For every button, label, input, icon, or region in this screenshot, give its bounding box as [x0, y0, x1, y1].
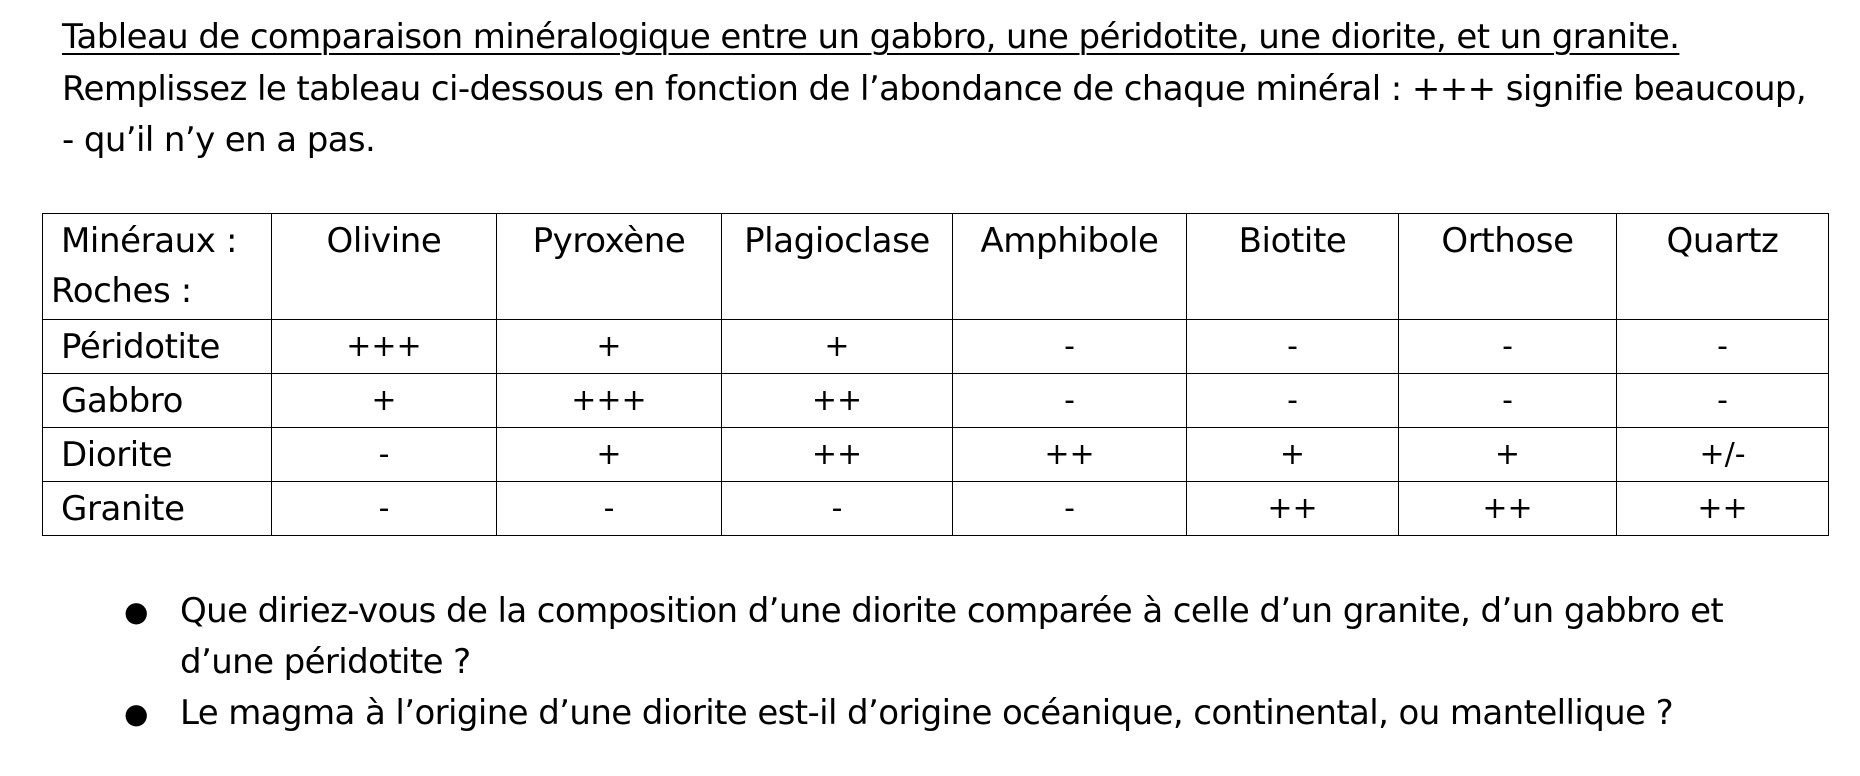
abundance-cell: -: [272, 482, 497, 536]
abundance-cell: -: [1399, 374, 1617, 428]
abundance-cell: +: [497, 428, 722, 482]
rocks-label: Roches :: [51, 271, 192, 311]
column-header: Amphibole: [953, 214, 1187, 320]
document-title: Tableau de comparaison minéralogique entre un gabbro, une péridotite, une diorite, et un granite.: [62, 17, 1680, 57]
rock-name-cell: Péridotite: [43, 320, 272, 374]
abundance-cell: +++: [497, 374, 722, 428]
abundance-cell: -: [497, 482, 722, 536]
rock-name-cell: Granite: [43, 482, 272, 536]
column-header: Pyroxène: [497, 214, 722, 320]
abundance-cell: +: [722, 320, 953, 374]
question-text: Que diriez-vous de la composition d’une diorite comparée à celle d’un granite, d’un gabbro et d’une péridotite ?: [180, 591, 1724, 682]
abundance-cell: -: [1617, 374, 1829, 428]
question-list: [124, 586, 1804, 739]
abundance-cell: +: [1399, 428, 1617, 482]
column-header: Olivine: [272, 214, 497, 320]
abundance-cell: ++: [1617, 482, 1829, 536]
abundance-cell: ++: [1399, 482, 1617, 536]
abundance-cell: -: [1187, 320, 1399, 374]
abundance-cell: ++: [722, 374, 953, 428]
abundance-cell: +/-: [1617, 428, 1829, 482]
abundance-cell: +++: [272, 320, 497, 374]
table-row: [43, 374, 1829, 428]
abundance-cell: +: [497, 320, 722, 374]
table-corner-cell: [43, 214, 272, 320]
abundance-cell: -: [953, 482, 1187, 536]
abundance-cell: ++: [722, 428, 953, 482]
rock-name-cell: Diorite: [43, 428, 272, 482]
abundance-cell: ++: [1187, 482, 1399, 536]
column-header: Orthose: [1399, 214, 1617, 320]
column-header: Plagioclase: [722, 214, 953, 320]
column-header: Biotite: [1187, 214, 1399, 320]
table-row: [43, 482, 1829, 536]
bullet-icon: ●: [124, 595, 148, 628]
list-item: [124, 586, 1804, 688]
mineral-comparison-table: [42, 213, 1829, 536]
abundance-cell: -: [1187, 374, 1399, 428]
abundance-cell: -: [1399, 320, 1617, 374]
minerals-label: Minéraux :: [61, 221, 237, 261]
table-header-row: [43, 214, 1829, 320]
abundance-cell: -: [953, 374, 1187, 428]
abundance-cell: -: [1617, 320, 1829, 374]
abundance-cell: -: [953, 320, 1187, 374]
instructions-text: Remplissez le tableau ci-dessous en fonction de l’abondance de chaque minéral : +++ signifie beaucoup, - qu’il n’y en a pas.: [62, 69, 1807, 160]
bullet-icon: ●: [124, 697, 148, 730]
abundance-cell: -: [722, 482, 953, 536]
column-header: Quartz: [1617, 214, 1829, 320]
table-row: [43, 428, 1829, 482]
rock-name-cell: Gabbro: [43, 374, 272, 428]
abundance-cell: +: [272, 374, 497, 428]
table-row: [43, 320, 1829, 374]
question-text: Le magma à l’origine d’une diorite est-il d’origine océanique, continental, ou mantellique ?: [180, 693, 1674, 733]
abundance-cell: +: [1187, 428, 1399, 482]
abundance-cell: -: [272, 428, 497, 482]
abundance-cell: ++: [953, 428, 1187, 482]
list-item: [124, 688, 1804, 739]
